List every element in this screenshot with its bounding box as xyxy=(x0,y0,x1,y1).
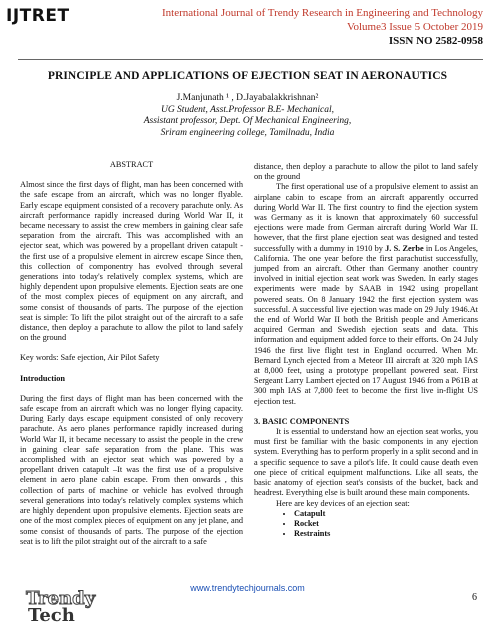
issn: ISSN NO 2582-0958 xyxy=(388,35,483,47)
paper-title: PRINCIPLE AND APPLICATIONS OF EJECTION SEAT IN AERONAUTICS xyxy=(47,70,448,82)
journal-header xyxy=(162,6,483,48)
author-roles: UG Student, Asst.Professor B.E- Mechanical, xyxy=(160,104,335,115)
header-rule xyxy=(18,59,483,60)
journal-website-link[interactable]: www.trendytechjournals.com xyxy=(190,583,305,593)
volume-line: Volume3 Issue 5 October 2019 xyxy=(346,21,483,33)
abstract-heading: ABSTRACT xyxy=(109,160,154,169)
device-item: • Catapult xyxy=(294,509,478,519)
logo-line-2: Tech xyxy=(28,605,75,626)
left-column xyxy=(20,160,243,547)
author-college: Sriram engineering college, Tamilnadu, India xyxy=(160,127,335,138)
right-column xyxy=(254,162,478,539)
section-text: It is essential to understand how an ejection seat works, you must first be familiar with the basic components in any ejection system. Everything has to perform properly in a split second and in a specific sequence to save a pilot's life. It could cause death even one piece of critical equipment malfunctions. Like all seats, the basic anatomy of ejection seat's consists of the bucket, back and headrest. Everything else is built around these main components. xyxy=(254,427,478,498)
devices-intro: Here are key devices of an ejection seat: xyxy=(276,498,410,508)
journal-logo: IJTRET xyxy=(6,6,70,26)
journal-name: International Journal of Trendy Research in Engineering and Technology xyxy=(161,7,483,19)
history-text-b: in Los Angeles, California. The one year before the first parachutist successfully, jumped from an aircraft. Other than Germany another country involved in initial ejection seat work was Sweden. In early stages experiments were made by SAAB in 1942 using propellant powered seats. On 8 January 1942 the first ejection system was successful. A successful live ejection was made on 29 July 1946.At the end of World War II both the British people and Americans acquired German and Swedish ejection seats and data. This information and equipment added force to their efforts. On 24 July 1946 the first live flight test in England occurred. When Mr. Bernard Lynch ejected from a Meteor III aircraft at 320 mph IAS at 8,000 feet, using a prototype propellant powered seat. First Sergeant Larry Lambert ejected on 17 August 1946 from a P61B at 300 mph IAS at 7,800 feet to become the first live in-flight US ejection test. xyxy=(254,243,478,406)
page-number: 6 xyxy=(472,592,477,603)
devices-list xyxy=(254,509,478,540)
abstract-text: Almost since the first days of flight, man has been concerned with the safe escape from an aircraft, which was no longer flyable. Early escape equipment consisted of a recovery parachute only. As aircraft performance rapidly increased during World War II, it became necessary to assist the crew members in gaining clear safe separation from the aircraft. This was accomplished with an ejector seat, which was powered by a propellant driven catapult - the first use of a propulsive element in aircrew escape Since then, this collection of componentry has evolved through several generations into today's relatively complex systems, which are highly dependent upon propulsive elements. Ejection seats are one of the most complex pieces of equipment on any aircraft, and some consist of thousands of parts. The purpose of the ejection seat is simple: To lift the pilot straight out of the aircraft to a safe distance, then deploy a parachute to allow the pilot to land safely on the ground xyxy=(20,180,243,343)
section-heading: 3. BASIC COMPONENTS xyxy=(254,416,350,426)
device-item: • Restraints xyxy=(294,529,478,539)
author-names: J.Manjunath ¹ , D.Jayabalakkrishnan² xyxy=(176,93,319,103)
inventor-name: J. S. Zerbe xyxy=(385,243,424,253)
introduction-text: During the first days of flight man has been concerned with the safe escape from an aircraft which was no longer flying capacity. During Early days escape equipment consisted of only recovery parachute. As aero planes performance rapidly increased during World War II, it became necessary to assist the people in the crew in gaining clear safe separation from the plane. This was accomplished with an ejector seat which was powered by a propellant driven catapult –It was the first use of a propulsive element in aero plane cabin escape. From then onwards , this collection of parts of machine or vehicle has evolved through several generations into today's relatively complex systems which are highly dependent upon propulsive elements. Ejection seats are one of the most complex pieces of equipment on any jet plane, and some consist of thousands of parts. The purpose of the ejection seat is to lift the pilot straight out of the aircraft to a safe xyxy=(20,393,243,546)
device-item: • Rocket xyxy=(294,519,478,529)
author-department: Assistant professor, Dept. Of Mechanical Engineering, xyxy=(143,116,352,126)
continued-text: distance, then deploy a parachute to allow the pilot to land safely on the ground xyxy=(254,162,478,182)
history-text-a: The first operational use of a propulsive element to assist an airplane cabin to escape from an aircraft apparently occurred during World War II. The first country to find the ejection system was Germany as it is known that approximately 60 successful ejections were made from German aircraft during World War II. however, that the first plane ejection seat was designed and tested successfully with a dummy in 1910 by xyxy=(254,182,478,253)
keywords: Key words: Safe ejection, Air Pilot Safety xyxy=(20,353,160,363)
introduction-heading: Introduction xyxy=(20,373,66,383)
logo-line-1: Trendy xyxy=(26,588,96,609)
history-paragraph xyxy=(254,182,478,406)
author-block xyxy=(0,93,495,139)
trendy-tech-logo xyxy=(26,590,95,624)
